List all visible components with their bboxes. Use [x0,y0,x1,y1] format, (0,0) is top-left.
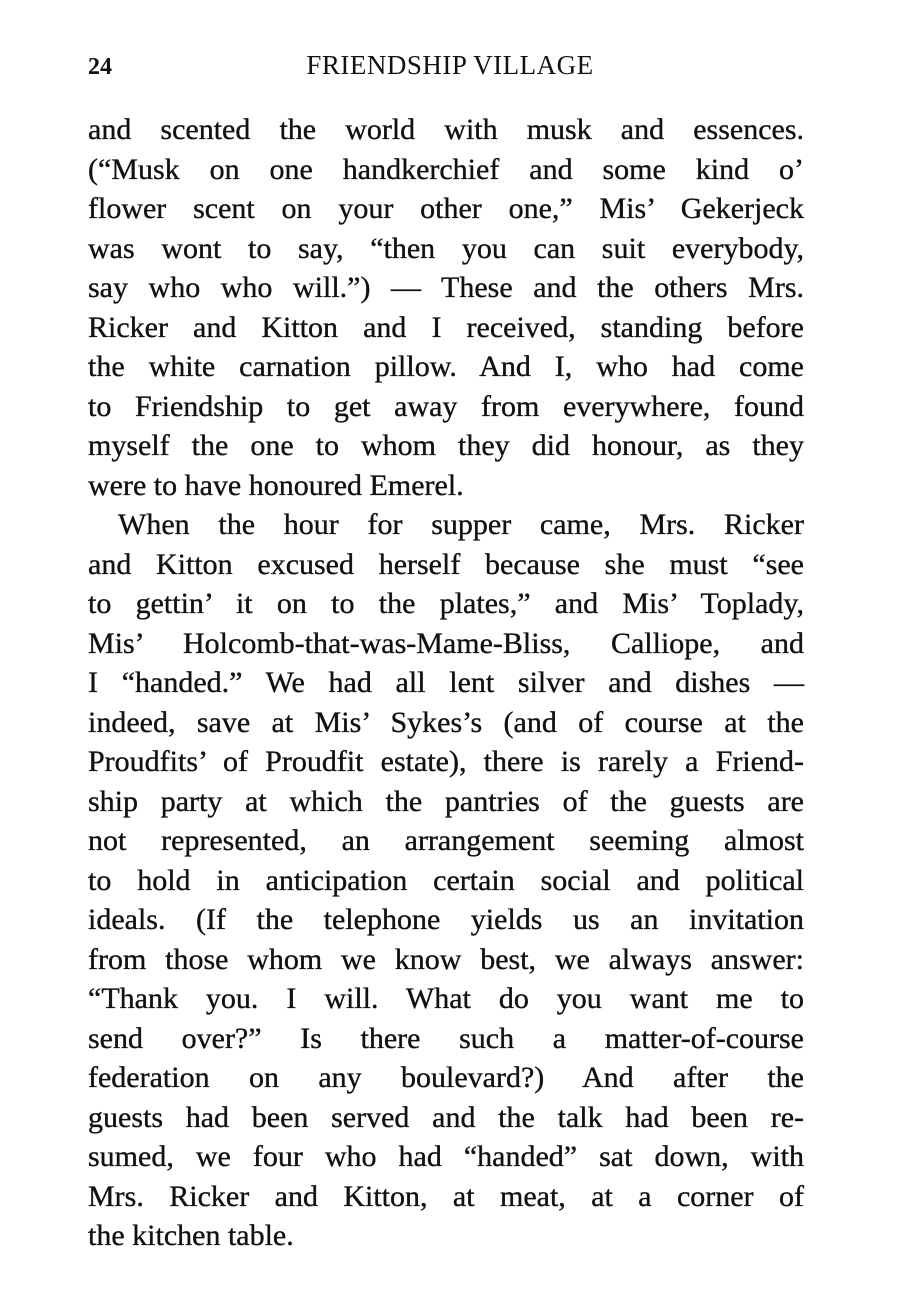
body-text [88,110,804,1256]
text-line: not represented, an arrangement seeming almost [88,824,804,857]
text-line: When the hour for supper came, Mrs. Ricker [118,508,804,541]
text-line: indeed, save at Mis’ Sykes’s (and of course at the [88,705,804,739]
text-line: to Friendship to get away from everywhere, found [88,389,804,423]
text-line: guests had been served and the talk had been re- [88,1100,804,1134]
text-line: “Thank you. I will. What do you want me to [88,982,804,1015]
text-line: ship party at which the pantries of the guests are [88,784,804,818]
text-line: Proudfits’ of Proudfit estate), there is rarely a Friend- [88,745,804,778]
text-line: to hold in anticipation certain social and political [88,863,804,897]
page-header [88,50,804,86]
text-line: was wont to say, “then you can suit everybody, [88,231,804,265]
text-line: say who who will.”) — These and the others Mrs. [88,271,804,304]
text-line: Mis’ Holcomb-that-was-Mame-Bliss, Calliope, and [88,626,804,660]
paragraph-2 [88,505,804,1256]
text-line: from those whom we know best, we always answer: [88,942,804,976]
text-line: myself the one to whom they did honour, as they [88,429,804,462]
text-line: Mrs. Ricker and Kitton, at meat, at a corner of [88,1179,804,1213]
running-title: FRIENDSHIP VILLAGE [306,50,594,80]
text-line: flower scent on your other one,” Mis’ Gekerjeck [88,192,804,225]
text-line: were to have honoured Emerel. [88,468,464,502]
text-line: I “handed.” We had all lent silver and dishes — [88,666,804,699]
text-line: send over?” Is there such a matter-of-course [88,1021,804,1055]
text-line: federation on any boulevard?) And after the [88,1061,804,1094]
text-line: ideals. (If the telephone yields us an invitation [88,903,804,936]
text-line: the kitchen table. [88,1219,294,1252]
text-line: and Kitton excused herself because she must “see [88,547,804,581]
text-line: (“Musk on one handkerchief and some kind o’ [88,152,804,186]
page-number: 24 [88,54,112,80]
text-line: Ricker and Kitton and I received, standing before [88,310,804,344]
text-line: the white carnation pillow. And I, who had come [88,350,804,383]
text-line: to gettin’ it on to the plates,” and Mis’ Toplady, [88,587,804,620]
paragraph-1 [88,110,804,505]
text-line: and scented the world with musk and essences. [88,113,804,146]
text-line: sumed, we four who had “handed” sat down, with [88,1140,804,1173]
